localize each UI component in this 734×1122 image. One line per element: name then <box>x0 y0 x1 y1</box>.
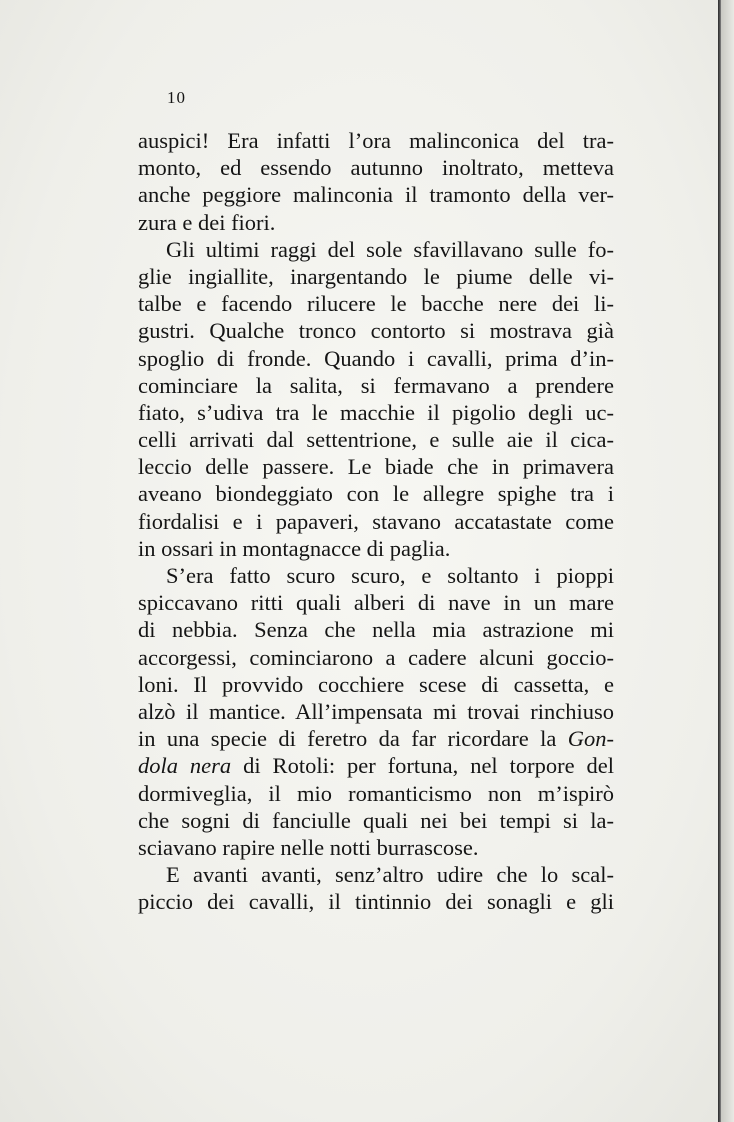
italic-title-segment: Gon- <box>567 726 614 752</box>
text-line: Gli ultimi raggi del sole sfavillavano sulle fo- <box>166 236 614 262</box>
text-line: auspici! Era infatti l’ora malinconica del tra- <box>138 128 614 153</box>
text-line: spoglio di fronde. Quando i cavalli, prima d’in- <box>138 345 614 371</box>
text-line: glie ingiallite, inargentando le piume delle vi- <box>138 263 614 289</box>
page-gutter-edge <box>718 0 721 1122</box>
text-line: dormiveglia, il mio romanticismo non m’ispirò <box>138 780 614 806</box>
text-line: di nebbia. Senza che nella mia astrazione mi <box>138 617 614 643</box>
text-line: anche peggiore malinconia il tramonto della ver- <box>138 182 614 208</box>
text-line: celli arrivati dal settentrione, e sulle aie il cica- <box>138 427 614 453</box>
text-line: gustri. Qualche tronco contorto si mostrava già <box>138 318 614 344</box>
text-line: zura e dei fiori. <box>138 209 276 235</box>
text-line: fiordalisi e i papaveri, stavano accatastate come <box>138 508 614 534</box>
text-segment: di Rotoli: per fortuna, nel torpore del <box>243 753 614 779</box>
text-line: S’era fatto scuro scuro, e soltanto i pioppi <box>166 563 614 588</box>
text-line: talbe e facendo rilucere le bacche nere dei li- <box>138 291 614 317</box>
text-line-with-italic <box>138 725 614 752</box>
text-line: accorgessi, cominciarono a cadere alcuni goccio- <box>138 644 614 670</box>
italic-title-segment: dola nera <box>138 753 232 779</box>
text-line: piccio dei cavalli, il tintinnio dei sonagli e gli <box>138 889 614 915</box>
page-number: 10 <box>167 88 186 107</box>
text-line: E avanti avanti, senz’altro udire che lo scal- <box>166 862 614 888</box>
text-line: in ossari in montagnacce di paglia. <box>138 535 451 561</box>
text-line: cominciare la salita, si fermavano a prendere <box>138 372 614 398</box>
text-line: fiato, s’udiva tra le macchie il pigolio degli uc- <box>138 399 614 425</box>
body-text <box>138 127 614 915</box>
text-line: leccio delle passere. Le biade che in primavera <box>138 454 614 480</box>
text-line: spiccavano ritti quali alberi di nave in un mare <box>138 590 614 616</box>
text-line: che sogni di fanciulle quali nei bei tempi si la- <box>138 807 614 833</box>
text-line: aveano biondeggiato con le allegre spighe tra i <box>138 481 614 507</box>
text-line: loni. Il provvido cocchiere scese di cassetta, e <box>138 671 614 697</box>
text-line: alzò il mantice. All’impensata mi trovai rinchiuso <box>138 698 614 724</box>
text-line-with-italic <box>138 752 614 779</box>
page-gutter-shadow <box>721 0 734 1122</box>
text-line: sciavano rapire nelle notti burrascose. <box>138 834 479 860</box>
text-segment: in una specie di feretro da far ricordare la <box>138 726 557 752</box>
text-line: monto, ed essendo autunno inoltrato, metteva <box>138 155 614 181</box>
